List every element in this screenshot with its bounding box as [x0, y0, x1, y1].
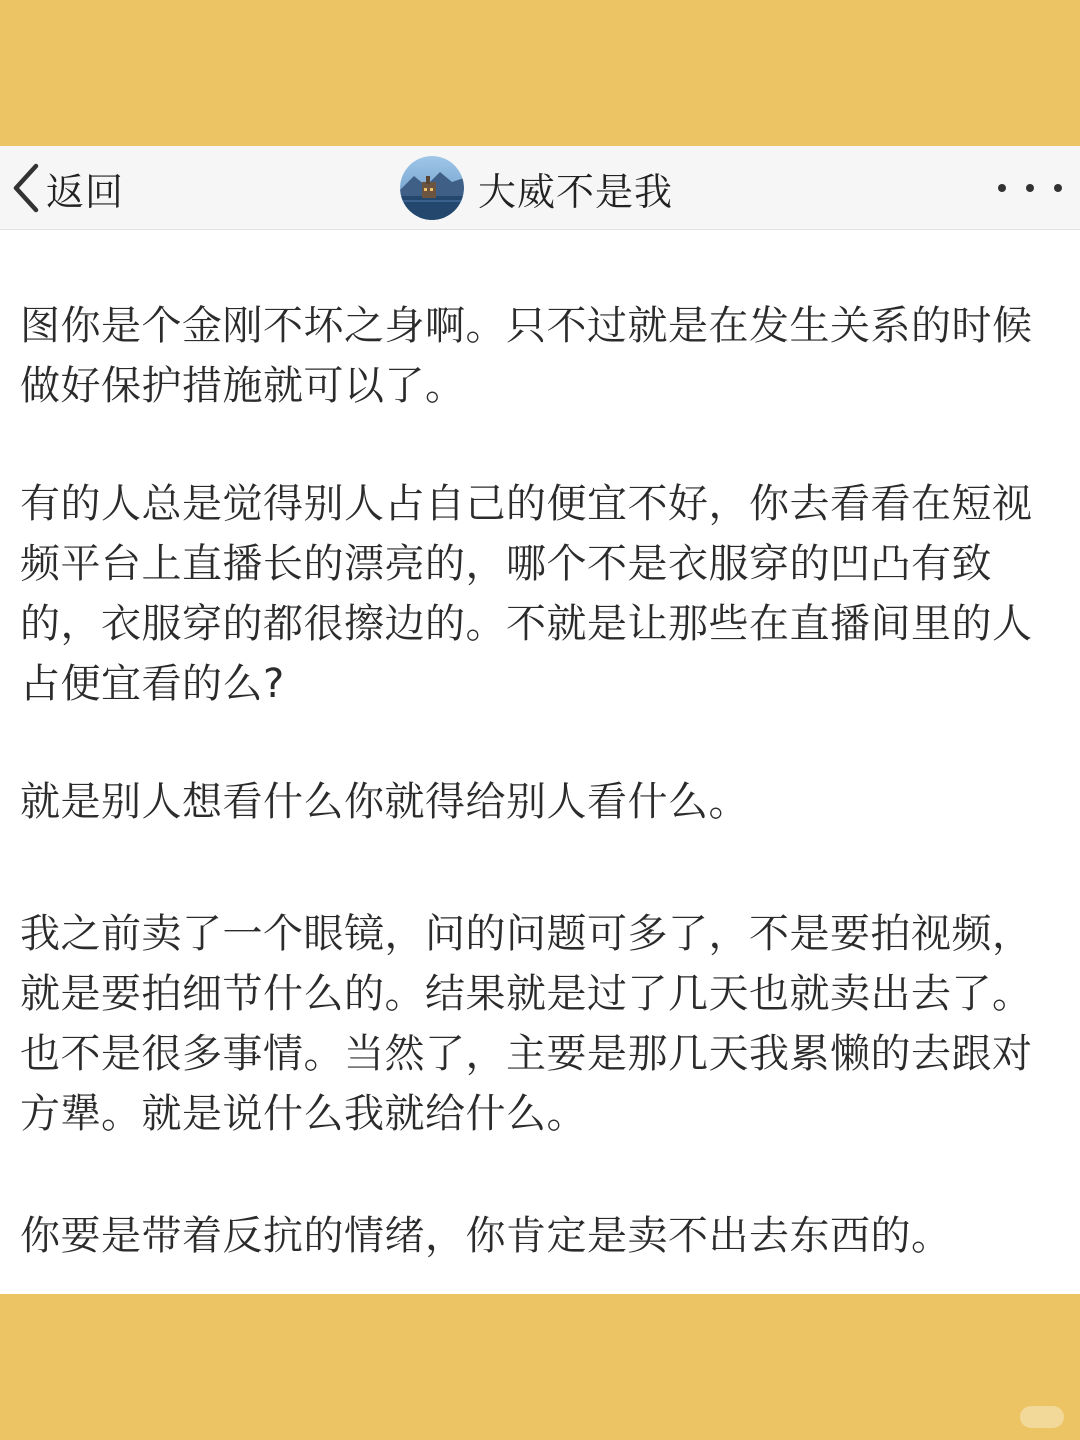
more-button[interactable] [998, 146, 1062, 230]
avatar[interactable] [400, 156, 464, 220]
post-paragraph: 图你是个金刚不坏之身啊。只不过就是在发生关系的时候做好保护措施就可以了。 [20, 303, 1033, 409]
post-paragraph: 你要是带着反抗的情绪，你肯定是卖不出去东西的。 [20, 1213, 952, 1259]
back-button[interactable] [10, 146, 124, 230]
top-yellow-band [0, 0, 1080, 146]
post-paragraph: 就是别人想看什么你就得给别人看什么。 [20, 779, 749, 825]
chevron-left-icon [10, 162, 42, 214]
more-dot-icon [998, 184, 1006, 192]
chat-header[interactable] [400, 146, 673, 230]
chat-title: 大威不是我 [478, 169, 674, 214]
bottom-yellow-band [0, 1294, 1080, 1440]
back-label: 返回 [46, 169, 125, 214]
post-paragraph: 我之前卖了一个眼镜，问的问题可多了，不是要拍视频，就是要拍细节什么的。结果就是过了几天也就卖出去了。也不是很多事情。当然了，主要是那几天我累懒的去跟对方犟。就是说什么我就给什么。 [20, 911, 1033, 1137]
watermark-badge [1020, 1406, 1064, 1428]
navigation-bar [0, 146, 1080, 230]
more-dot-icon [1054, 184, 1062, 192]
post-paragraph: 有的人总是觉得别人占自己的便宜不好，你去看看在短视频平台上直播长的漂亮的，哪个不是衣服穿的凹凸有致的，衣服穿的都很擦边的。不就是让那些在直播间里的人占便宜看的么? [20, 481, 1033, 707]
more-dot-icon [1026, 184, 1034, 192]
